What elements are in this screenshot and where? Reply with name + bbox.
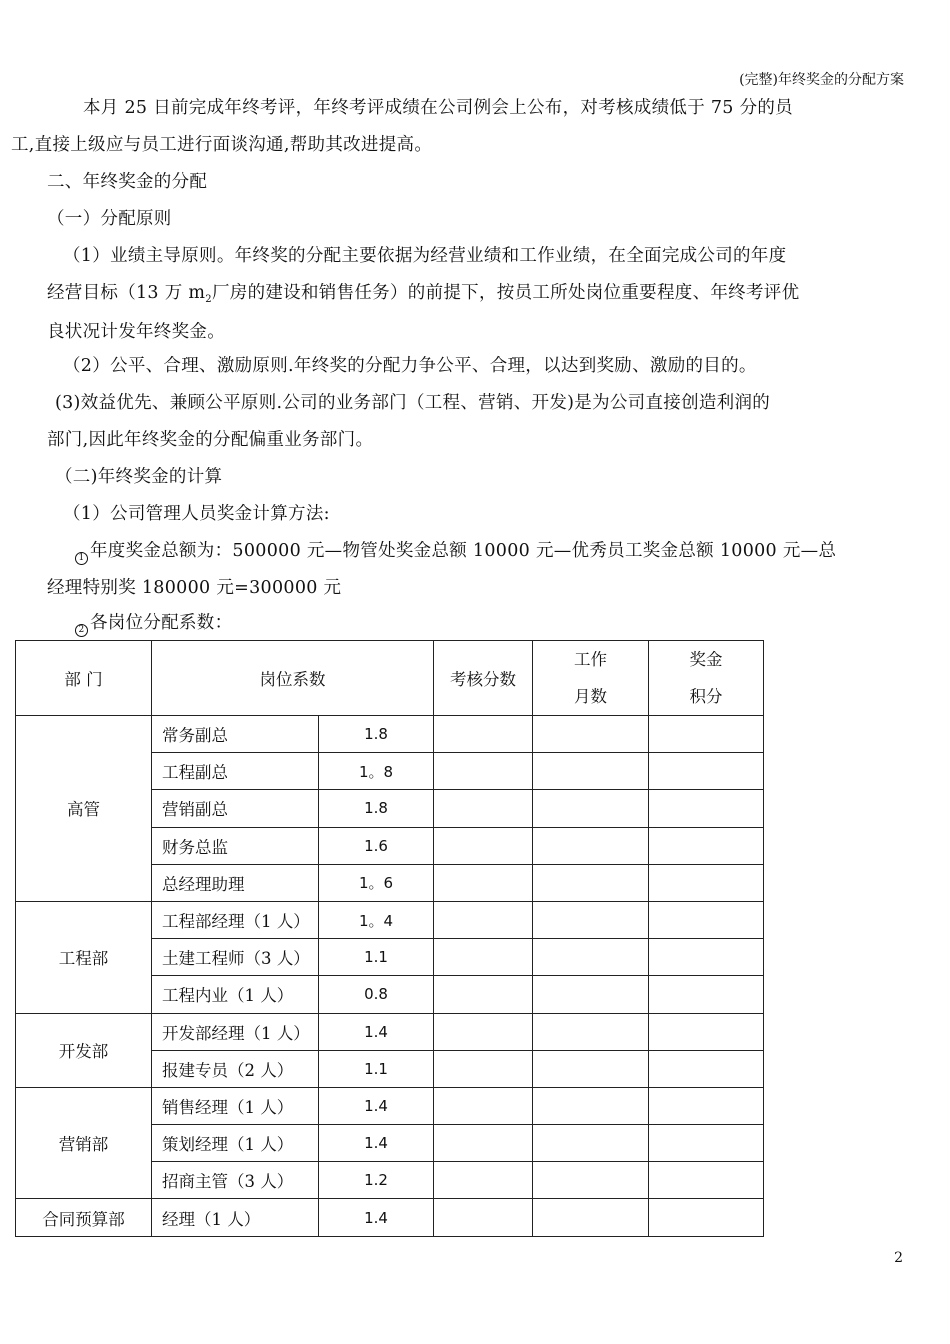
header-points — [649, 641, 764, 716]
header-line: 积分 — [689, 687, 723, 706]
position-cell: 总经理助理 — [152, 864, 319, 901]
dept-cell: 合同预算部 — [16, 1199, 152, 1236]
coef-cell: 1.8 — [319, 790, 434, 827]
table-header-row — [16, 641, 764, 716]
score-cell — [434, 753, 533, 790]
dept-cell: 开发部 — [16, 1013, 152, 1087]
table-row — [16, 1087, 764, 1124]
paragraph-line: 本月 25 日前完成年终考评，年终考评成绩在公司例会上公布，对考核成绩低于 75 分的员 — [83, 98, 793, 118]
score-cell — [434, 1199, 533, 1236]
paragraph-line: (3)效益优先、兼顾公平原则.公司的业务部门（工程、营销、开发)是为公司直接创造利润的 — [55, 393, 771, 413]
months-cell — [533, 716, 649, 753]
paragraph-line: 经营目标（13 万 m — [47, 283, 206, 303]
position-cell: 财务总监 — [152, 827, 319, 864]
points-cell — [649, 753, 764, 790]
dept-cell: 工程部 — [16, 901, 152, 1013]
table-row — [16, 1013, 764, 1050]
position-cell: 销售经理（1 人） — [152, 1087, 319, 1124]
points-cell — [649, 1125, 764, 1162]
subsection-heading: （一）分配原则 — [47, 209, 172, 229]
months-cell — [533, 939, 649, 976]
points-cell — [649, 939, 764, 976]
position-cell: 常务副总 — [152, 716, 319, 753]
superscript: 2 — [205, 294, 212, 305]
position-cell: 土建工程师（3 人） — [152, 939, 319, 976]
header-score: 考核分数 — [434, 641, 533, 716]
months-cell — [533, 1199, 649, 1236]
points-cell — [649, 1162, 764, 1199]
score-cell — [434, 901, 533, 938]
principle-2: （2）公平、合理、激励原则.年终奖的分配力争公平、合理，以达到奖励、激励的目的。 — [63, 356, 757, 376]
table-row — [16, 901, 764, 938]
months-cell — [533, 1162, 649, 1199]
points-cell — [649, 1087, 764, 1124]
points-cell — [649, 1050, 764, 1087]
score-cell — [434, 1162, 533, 1199]
months-cell — [533, 864, 649, 901]
paragraph-line: 部门,因此年终奖金的分配偏重业务部门。 — [47, 430, 374, 450]
coef-cell: 1.8 — [319, 716, 434, 753]
calc-step-1 — [47, 533, 907, 607]
position-cell: 开发部经理（1 人） — [152, 1013, 319, 1050]
months-cell — [533, 976, 649, 1013]
paragraph-line: 工,直接上级应与员工进行面谈沟通,帮助其改进提高。 — [11, 135, 433, 155]
score-cell — [434, 827, 533, 864]
points-cell — [649, 716, 764, 753]
months-cell — [533, 753, 649, 790]
circled-number: 1 — [75, 552, 88, 565]
months-cell — [533, 1050, 649, 1087]
score-cell — [434, 939, 533, 976]
score-cell — [434, 716, 533, 753]
position-cell: 工程副总 — [152, 753, 319, 790]
section-heading: 二、年终奖金的分配 — [47, 172, 208, 192]
principle-3 — [47, 385, 907, 459]
coef-cell: 1。6 — [319, 864, 434, 901]
paragraph-line: （1）业绩主导原则。年终奖的分配主要依据为经营业绩和工作业绩，在全面完成公司的年度 — [63, 246, 787, 266]
header-months — [533, 641, 649, 716]
points-cell — [649, 976, 764, 1013]
months-cell — [533, 1087, 649, 1124]
header-line: 工作 — [574, 650, 607, 669]
months-cell — [533, 1125, 649, 1162]
header-line: 月数 — [574, 687, 607, 706]
table-row — [16, 1199, 764, 1236]
score-cell — [434, 976, 533, 1013]
coef-cell: 1.6 — [319, 827, 434, 864]
paragraph-evaluation — [11, 90, 907, 164]
coef-cell: 1.4 — [319, 1087, 434, 1124]
coef-cell: 1.4 — [319, 1125, 434, 1162]
document-header: (完整)年终奖金的分配方案 — [739, 72, 904, 88]
table-row — [16, 716, 764, 753]
coefficient-table — [15, 640, 764, 1237]
page-number: 2 — [894, 1250, 903, 1266]
points-cell — [649, 1013, 764, 1050]
coef-cell: 1。4 — [319, 901, 434, 938]
calc-heading: （1）公司管理人员奖金计算方法: — [63, 504, 330, 524]
position-cell: 招商主管（3 人） — [152, 1162, 319, 1199]
position-cell: 工程内业（1 人） — [152, 976, 319, 1013]
paragraph-line: 经理特别奖 180000 元=300000 元 — [47, 578, 342, 598]
months-cell — [533, 1013, 649, 1050]
score-cell — [434, 864, 533, 901]
header-line: 奖金 — [689, 650, 723, 669]
coef-cell: 1.1 — [319, 939, 434, 976]
months-cell — [533, 790, 649, 827]
calc-step-2 — [47, 605, 935, 642]
months-cell — [533, 827, 649, 864]
points-cell — [649, 864, 764, 901]
paragraph-line: 厂房的建设和销售任务）的前提下，按员工所处岗位重要程度、年终考评优 — [211, 283, 800, 303]
coef-cell: 1.2 — [319, 1162, 434, 1199]
score-cell — [434, 1050, 533, 1087]
points-cell — [649, 790, 764, 827]
points-cell — [649, 827, 764, 864]
subsection-heading: （二)年终奖金的计算 — [55, 467, 223, 487]
score-cell — [434, 790, 533, 827]
coef-cell: 0.8 — [319, 976, 434, 1013]
position-cell: 工程部经理（1 人） — [152, 901, 319, 938]
header-dept: 部 门 — [16, 641, 152, 716]
months-cell — [533, 901, 649, 938]
position-cell: 营销副总 — [152, 790, 319, 827]
position-cell: 经理（1 人） — [152, 1199, 319, 1236]
dept-cell: 高管 — [16, 716, 152, 902]
points-cell — [649, 1199, 764, 1236]
score-cell — [434, 1125, 533, 1162]
paragraph-line: 年度奖金总额为：500000 元—物管处奖金总额 10000 元—优秀员工奖金总额 10000 元—总 — [90, 541, 837, 561]
score-cell — [434, 1087, 533, 1124]
coef-cell: 1.4 — [319, 1199, 434, 1236]
coef-cell: 1。8 — [319, 753, 434, 790]
paragraph-line: 各岗位分配系数： — [90, 613, 233, 633]
points-cell — [649, 901, 764, 938]
coef-cell: 1.4 — [319, 1013, 434, 1050]
position-cell: 报建专员（2 人） — [152, 1050, 319, 1087]
paragraph-line: 良状况计发年终奖金。 — [47, 322, 225, 342]
principle-1 — [47, 238, 907, 351]
position-cell: 策划经理（1 人） — [152, 1125, 319, 1162]
circled-number: 2 — [75, 624, 88, 637]
coef-cell: 1.1 — [319, 1050, 434, 1087]
dept-cell: 营销部 — [16, 1087, 152, 1199]
score-cell — [434, 1013, 533, 1050]
header-coef: 岗位系数 — [152, 641, 434, 716]
